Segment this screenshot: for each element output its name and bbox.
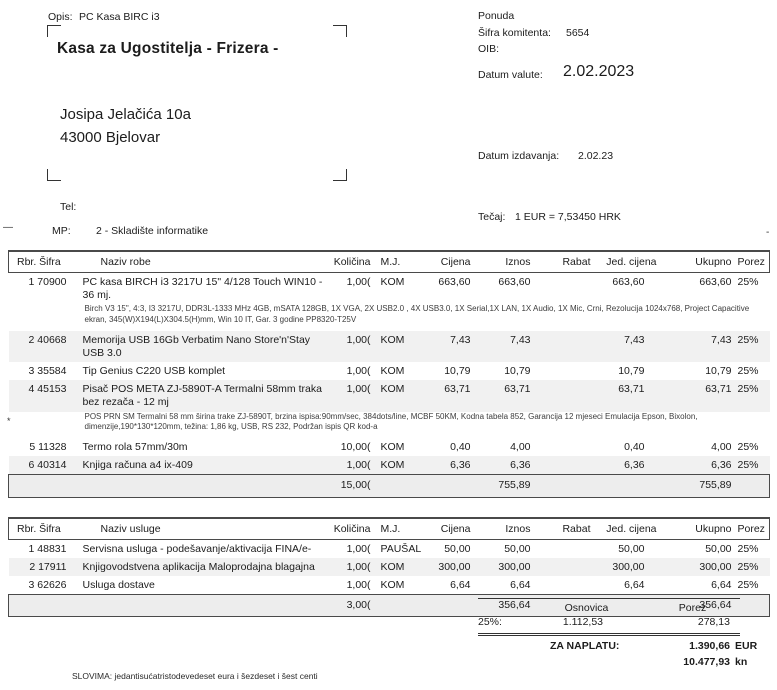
cell-cijena: 0,40 [450, 441, 471, 454]
tax-summary-values [478, 615, 740, 629]
total-ukupno: 356,64 [659, 595, 734, 617]
za-naplatu-label: ZA NAPLATU: [550, 640, 620, 652]
cell-cijena: 7,43 [421, 331, 473, 362]
col-jed-cijena: Jed. cijena [593, 251, 659, 273]
cell-mj: KOM [380, 276, 405, 289]
col-porez: Porez [734, 518, 770, 540]
services-header-row [9, 518, 770, 540]
opis-value: PC Kasa BIRC i3 [79, 11, 160, 23]
cell-kolicina: 1,00( [331, 331, 373, 362]
item-description: POS PRN SM Termalni 58 mm širina trake ZJ-5890T, brzina ispisa:90mm/sec, 384dots/line, MCBF 50KM, Kodna tabela 852, Garancija 12 mjeseci Emulacija Epson, Bixolon, dimenzije,190*130*120mm, težina: 1,86 kg, USB, RS 232, Podržan ispis QR kod-a [84, 411, 698, 432]
address-line-1: Josipa Jelačića 10a [60, 106, 191, 123]
value-date-label: Datum valute: [478, 69, 543, 81]
cell-iznos: 63,71 [473, 380, 533, 411]
right-margin-dash: - [766, 227, 770, 238]
tax-summary [478, 598, 740, 636]
cell-iznos: 50,00 [504, 542, 531, 555]
cell-rabat [533, 380, 593, 411]
value-date: 2.02.2023 [563, 63, 635, 80]
cell-jed-cijena: 63,71 [593, 380, 659, 411]
amount-in-words: SLOVIMA: jedantisućatristodevedeset eura i šezdeset i šest centi [72, 671, 318, 681]
tax-summary-header [478, 601, 740, 615]
col-rbr-sifra: Rbr. Šifra [9, 518, 71, 540]
cell-ukupno: 6,36 [659, 456, 734, 475]
cell-porez: 25% [734, 331, 770, 362]
cell-kolicina: 1,00( [331, 380, 373, 411]
cell-rabat [533, 438, 593, 456]
col-naziv-usluge: Naziv usluge [71, 518, 331, 540]
cell-mj: KOM [373, 456, 421, 475]
cell-naziv: Knjigovodstvena aplikacija Maloprodajna blagajna [71, 558, 331, 576]
cell-ukupno: 63,71 [659, 380, 734, 411]
cell-rbr-sifra: 3 62626 [28, 578, 67, 591]
cell-iznos: 4,00 [510, 441, 531, 454]
cell-rabat [533, 362, 593, 380]
tax-summary-table [478, 598, 740, 636]
goods-row-5 [9, 438, 770, 456]
total-iznos: 755,89 [473, 475, 533, 497]
amount-due-kn-row [478, 656, 765, 668]
tables-area [8, 250, 769, 617]
osnovica-label: Osnovica [564, 602, 609, 614]
opis-label: Opis: [48, 11, 73, 23]
cell-rabat [533, 331, 593, 362]
goods-row-4-description [9, 412, 770, 439]
cell-cijena: 663,60 [438, 276, 471, 289]
goods-row-4 [9, 380, 770, 411]
col-rbr-sifra: Rbr. Šifra [9, 251, 71, 273]
cell-iznos: 663,60 [498, 276, 531, 289]
item-description: Birch V3 15", 4:3, I3 3217U, DDR3L-1333 MHz 4GB, mSATA 128GB, 1X VGA, 2X USB2.0 , 4X USB3.0, 1X Serial,1X LAN, 1X Audio, 1X Mic, Crni, Rezolucija 1024x768, Project Capacitive ekran, 345(W)X194(L)X304.5(H)mm, Win 10 IT, Gar. 3 godine PP8320-T25V [84, 304, 750, 325]
cell-naziv: Tip Genius C220 USB komplet [82, 365, 226, 378]
col-mj: M.J. [373, 518, 421, 540]
issue-date-label: Datum izdavanja: [478, 150, 560, 162]
total-iznos: 356,64 [473, 595, 533, 617]
amount-due-eur-row [478, 640, 765, 652]
cell-jed-cijena: 50,00 [618, 542, 645, 555]
col-naziv-robe: Naziv robe [71, 251, 331, 273]
osnovica-value: 1.112,53 [562, 616, 603, 629]
cell-porez: 25% [734, 456, 770, 475]
col-rabat: Rabat [533, 251, 593, 273]
goods-row-3 [9, 362, 770, 380]
cell-kolicina: 1,00( [331, 456, 373, 475]
client-code-label: Šifra komitenta: [478, 27, 551, 39]
porez-value: 278,13 [697, 616, 730, 629]
cell-naziv: Knjiga računa a4 ix-409 [71, 456, 331, 475]
cell-porez: 25% [734, 380, 770, 411]
services-row-3 [9, 576, 770, 595]
services-row-2 [9, 558, 770, 576]
services-row-1 [9, 539, 770, 558]
cell-mj: PAUŠAL [380, 542, 422, 555]
crop-mark-bottom-right [333, 169, 347, 181]
tel-label: Tel: [60, 201, 77, 213]
cell-rabat [533, 456, 593, 475]
cell-cijena: 63,71 [421, 380, 473, 411]
total-kolicina: 3,00( [331, 595, 373, 617]
cell-rbr-sifra: 2 40668 [9, 331, 71, 362]
cell-naziv: Servisna usluga - podešavanje/aktivacija FINA/e- [82, 542, 312, 555]
cell-ukupno: 7,43 [659, 331, 734, 362]
amount-due-kn: 10.477,93 [683, 656, 730, 668]
cell-cijena: 6,64 [450, 578, 471, 591]
cell-rbr-sifra: 1 48831 [28, 542, 67, 555]
kn-currency-label: kn [735, 656, 748, 668]
cell-jed-cijena: 300,00 [593, 558, 659, 576]
crop-mark-bottom-left [47, 169, 61, 181]
cell-mj: KOM [373, 331, 421, 362]
cell-ukupno: 50,00 [705, 542, 732, 555]
cell-iznos: 7,43 [473, 331, 533, 362]
cell-naziv: PC kasa BIRCH i3 3217U 15" 4/128 Touch WIN10 - 36 mj. [82, 276, 323, 302]
col-iznos: Iznos [473, 251, 533, 273]
cell-kolicina: 10,00( [340, 441, 371, 454]
goods-header-row [9, 251, 770, 273]
exchange-rate-label: Tečaj: [478, 211, 506, 223]
col-porez: Porez [734, 251, 770, 273]
cell-iznos: 6,64 [510, 578, 531, 591]
cell-jed-cijena: 10,79 [618, 365, 645, 378]
col-ukupno: Ukupno [659, 518, 734, 540]
goods-table [8, 250, 770, 498]
cell-kolicina: 1,00( [346, 365, 371, 378]
eur-currency-label: EUR [735, 640, 758, 652]
goods-total-row [9, 475, 770, 497]
left-margin-dash: — [3, 222, 13, 233]
cell-rabat [533, 539, 593, 558]
cell-rbr-sifra: 4 45153 [9, 380, 71, 411]
col-kolicina: Količina [331, 518, 373, 540]
cell-jed-cijena: 663,60 [612, 276, 645, 289]
cell-mj: KOM [380, 578, 405, 591]
cell-cijena: 10,79 [444, 365, 471, 378]
tax-rate-label: 25%: [478, 616, 502, 629]
goods-row-2 [9, 331, 770, 362]
oib-label: OIB: [478, 43, 500, 55]
mp-label: MP: [52, 225, 71, 237]
cell-porez: 25% [737, 441, 759, 454]
cell-mj: KOM [373, 380, 421, 411]
cell-kolicina: 1,00( [331, 558, 373, 576]
total-kolicina: 15,00( [331, 475, 373, 497]
cell-kolicina: 1,00( [346, 542, 371, 555]
cell-porez: 25% [737, 578, 759, 591]
porez-label: Porez [678, 602, 707, 614]
goods-row-6 [9, 456, 770, 475]
cell-ukupno: 4,00 [711, 441, 732, 454]
cell-iznos: 10,79 [504, 365, 531, 378]
cell-jed-cijena: 0,40 [624, 441, 645, 454]
cell-jed-cijena: 6,64 [624, 578, 645, 591]
exchange-rate-value: 1 EUR = 7,53450 HRK [515, 211, 621, 223]
cell-jed-cijena: 6,36 [593, 456, 659, 475]
cell-iznos: 300,00 [473, 558, 533, 576]
amount-due-eur: 1.390,66 [689, 640, 730, 652]
cell-porez: 25% [737, 276, 759, 289]
amount-due [478, 640, 765, 672]
goods-row-1-description [9, 304, 770, 331]
cell-naziv: Pisač POS META ZJ-5890T-A Termalni 58mm traka bez rezača - 12 mj [71, 380, 331, 411]
cell-porez: 25% [737, 542, 759, 555]
cell-naziv: Usluga dostave [82, 578, 155, 591]
cell-mj: KOM [380, 441, 405, 454]
cell-cijena: 300,00 [421, 558, 473, 576]
crop-mark-top-left [47, 25, 61, 37]
cell-rabat [533, 558, 593, 576]
cell-naziv: Termo rola 57mm/30m [82, 441, 188, 454]
address-line-2: 43000 Bjelovar [60, 129, 161, 146]
cell-rabat [533, 273, 593, 305]
col-ukupno: Ukupno [659, 251, 734, 273]
cell-rbr-sifra: 2 17911 [9, 558, 71, 576]
col-mj: M.J. [373, 251, 421, 273]
cell-cijena: 6,36 [421, 456, 473, 475]
goods-row-1 [9, 273, 770, 305]
cell-jed-cijena: 7,43 [593, 331, 659, 362]
cell-ukupno: 663,60 [699, 276, 732, 289]
col-rabat: Rabat [533, 518, 593, 540]
cell-mj: KOM [380, 365, 405, 378]
cell-rabat [533, 576, 593, 595]
total-ukupno: 755,89 [659, 475, 734, 497]
client-code-value: 5654 [566, 27, 590, 39]
issue-date: 2.02.23 [578, 150, 614, 162]
mp-value: 2 - Skladište informatike [96, 225, 209, 237]
cell-rbr-sifra: 6 40314 [9, 456, 71, 475]
cell-kolicina: 1,00( [346, 578, 371, 591]
cell-iznos: 6,36 [473, 456, 533, 475]
doc-type: Ponuda [478, 10, 515, 22]
col-cijena: Cijena [421, 251, 473, 273]
cell-kolicina: 1,00( [346, 276, 371, 289]
row-asterisk-mark: * [7, 416, 11, 426]
cell-porez: 25% [737, 365, 759, 378]
company-title: Kasa za Ugostitelja - Frizera - [57, 40, 279, 57]
cell-porez: 25% [734, 558, 770, 576]
cell-rbr-sifra: 3 35584 [28, 365, 67, 378]
col-iznos: Iznos [473, 518, 533, 540]
cell-cijena: 50,00 [444, 542, 471, 555]
crop-mark-top-right [333, 25, 347, 37]
col-kolicina: Količina [331, 251, 373, 273]
col-cijena: Cijena [421, 518, 473, 540]
cell-naziv: Memorija USB 16Gb Verbatim Nano Store'n'Stay USB 3.0 [71, 331, 331, 362]
cell-ukupno: 6,64 [711, 578, 732, 591]
col-jed-cijena: Jed. cijena [593, 518, 659, 540]
cell-rbr-sifra: 1 70900 [28, 276, 67, 289]
cell-ukupno: 10,79 [705, 365, 732, 378]
cell-ukupno: 300,00 [659, 558, 734, 576]
cell-rbr-sifra: 5 11328 [29, 441, 67, 454]
cell-mj: KOM [373, 558, 421, 576]
